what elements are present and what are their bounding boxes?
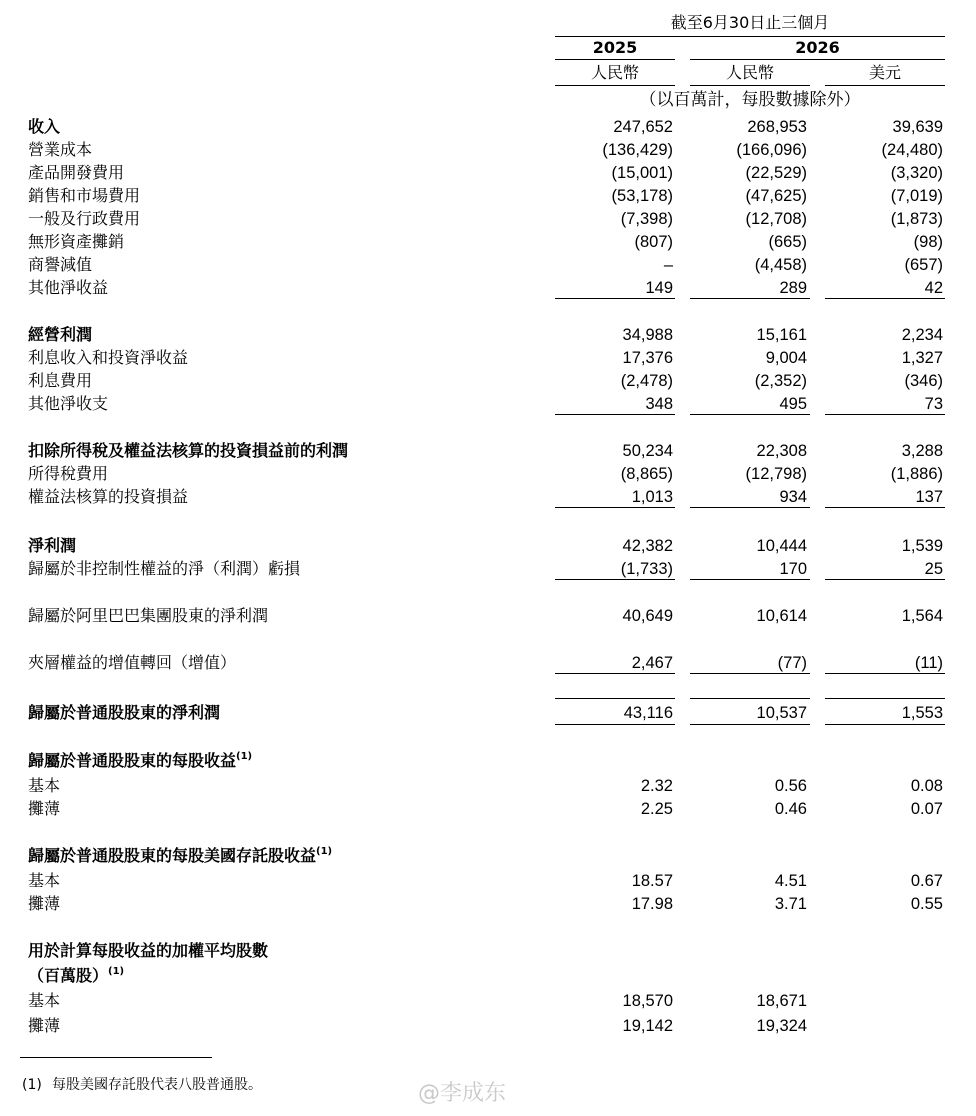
total-rule xyxy=(690,698,810,699)
value-cell: (12,708) xyxy=(745,210,807,228)
row-label-text: 其他淨收支 xyxy=(28,394,109,413)
value-cell: (7,019) xyxy=(890,187,943,205)
total-rule xyxy=(825,298,945,299)
row-label-text: 權益法核算的投資損益 xyxy=(28,487,189,506)
value-cell: 19,324 xyxy=(756,1017,807,1035)
value-cell: (166,096) xyxy=(736,141,807,159)
value-cell: (346) xyxy=(904,372,943,390)
value-cell: – xyxy=(663,256,673,274)
value-cell: 34,988 xyxy=(622,326,673,344)
row-label xyxy=(28,845,332,867)
row-label xyxy=(28,798,60,820)
row-label-text: 歸屬於普通股股東的每股收益 xyxy=(28,751,237,770)
value-cell: 42 xyxy=(924,279,943,297)
value-cell: 170 xyxy=(779,560,807,578)
row-label-text: 其他淨收益 xyxy=(28,278,109,297)
footnote-ref: (1) xyxy=(236,751,253,762)
value-cell: 43,116 xyxy=(623,704,673,722)
value-cell: 50,234 xyxy=(622,442,673,460)
total-rule xyxy=(555,298,675,299)
value-cell: 1,553 xyxy=(901,704,943,722)
currency-usd-2026: 美元 xyxy=(868,63,901,82)
footnote-rule xyxy=(20,1057,212,1058)
value-cell: 0.55 xyxy=(910,895,943,913)
value-cell: 3.71 xyxy=(774,895,807,913)
total-rule xyxy=(555,414,675,415)
row-label-text: 經營利潤 xyxy=(28,325,93,344)
value-cell: 73 xyxy=(924,395,943,413)
row-label-text: 歸屬於普通股股東的淨利潤 xyxy=(28,703,221,722)
value-cell: 0.56 xyxy=(774,777,807,795)
row-label xyxy=(28,463,108,485)
row-label xyxy=(28,370,92,392)
value-cell: 0.46 xyxy=(774,800,807,818)
row-label xyxy=(28,1015,60,1037)
row-label xyxy=(28,440,348,462)
value-cell: (1,733) xyxy=(620,560,673,578)
currency-rmb-2026: 人民幣 xyxy=(725,63,774,82)
value-cell: 15,161 xyxy=(756,326,807,344)
value-cell: 149 xyxy=(645,279,673,297)
footnote-text: 每股美國存託股代表八股普通股。 xyxy=(52,1077,262,1093)
value-cell: 40,649 xyxy=(622,607,673,625)
row-label xyxy=(28,231,124,253)
value-cell: 289 xyxy=(779,279,807,297)
row-label xyxy=(28,990,60,1012)
currency-rule-3 xyxy=(825,85,945,86)
value-cell: (657) xyxy=(904,256,943,274)
value-cell: 22,308 xyxy=(756,442,807,460)
value-cell: (1,873) xyxy=(890,210,943,228)
total-rule xyxy=(825,507,945,508)
year-2026-rule xyxy=(690,59,945,60)
value-cell: 17.98 xyxy=(631,895,673,913)
row-label xyxy=(28,116,60,138)
row-label-text: 攤薄 xyxy=(28,799,61,818)
row-label xyxy=(28,535,76,557)
row-label-text: 利息收入和投資淨收益 xyxy=(28,348,189,367)
row-label-text: 一般及行政費用 xyxy=(28,209,141,228)
row-label-text: 基本 xyxy=(28,776,61,795)
value-cell: (53,178) xyxy=(611,187,673,205)
value-cell: 2,234 xyxy=(901,326,943,344)
row-label xyxy=(28,162,124,184)
value-cell: (11) xyxy=(914,654,943,672)
value-cell: 4.51 xyxy=(774,872,807,890)
value-cell: 18,671 xyxy=(756,992,807,1010)
value-cell: 495 xyxy=(779,395,807,413)
value-cell: 18,570 xyxy=(622,992,673,1010)
value-cell: 18.57 xyxy=(631,872,673,890)
value-cell: 17,376 xyxy=(622,349,673,367)
row-label-text: 歸屬於非控制性權益的淨（利潤）虧損 xyxy=(28,559,301,578)
row-label-text: 基本 xyxy=(28,871,61,890)
watermark: @李成东 xyxy=(418,1081,507,1106)
value-cell: (2,478) xyxy=(620,372,673,390)
total-rule xyxy=(555,724,675,725)
row-label xyxy=(28,775,60,797)
row-label xyxy=(28,139,92,161)
row-label xyxy=(28,324,92,346)
value-cell: 1,564 xyxy=(901,607,943,625)
row-label-text: 基本 xyxy=(28,991,61,1010)
value-cell: 268,953 xyxy=(747,118,807,136)
row-label xyxy=(28,870,60,892)
value-cell: 0.07 xyxy=(910,800,943,818)
total-rule xyxy=(555,507,675,508)
row-label xyxy=(28,893,60,915)
value-cell: 0.67 xyxy=(910,872,943,890)
value-cell: (77) xyxy=(777,654,807,672)
value-cell: 10,444 xyxy=(756,537,807,555)
unit-note: （以百萬計，每股數據除外） xyxy=(639,90,861,110)
row-label-text: 銷售和市場費用 xyxy=(28,186,141,205)
total-rule xyxy=(690,579,810,580)
value-cell: (4,458) xyxy=(754,256,807,274)
row-label xyxy=(28,254,92,276)
row-label-text: 商譽減值 xyxy=(28,255,93,274)
value-cell: (24,480) xyxy=(881,141,943,159)
value-cell: 137 xyxy=(915,488,943,506)
row-label-text: 歸屬於普通股股東的每股美國存託股收益 xyxy=(28,846,317,865)
total-rule xyxy=(555,698,675,699)
row-label-text: 攤薄 xyxy=(28,894,61,913)
value-cell: (98) xyxy=(913,233,943,251)
currency-rule-1 xyxy=(555,85,675,86)
value-cell: (47,625) xyxy=(745,187,807,205)
value-cell: 19,142 xyxy=(622,1017,673,1035)
value-cell: (2,352) xyxy=(754,372,807,390)
total-rule xyxy=(690,724,810,725)
row-label-text: 夾層權益的增值轉回（增值） xyxy=(28,653,237,672)
value-cell: 1,539 xyxy=(901,537,943,555)
total-rule xyxy=(555,579,675,580)
row-label-text: 攤薄 xyxy=(28,1016,61,1035)
value-cell: 42,382 xyxy=(622,537,673,555)
row-label-text: 所得稅費用 xyxy=(28,464,109,483)
value-cell: (15,001) xyxy=(611,164,673,182)
row-label xyxy=(28,558,300,580)
value-cell: 247,652 xyxy=(613,118,673,136)
value-cell: 10,537 xyxy=(756,704,807,722)
value-cell: (1,886) xyxy=(890,465,943,483)
row-label-text: 淨利潤 xyxy=(28,536,77,555)
value-cell: (136,429) xyxy=(602,141,673,159)
total-rule xyxy=(690,414,810,415)
row-label xyxy=(28,965,124,987)
value-cell: (807) xyxy=(634,233,673,251)
year-2026: 2026 xyxy=(795,38,840,57)
row-label-text: 無形資產攤銷 xyxy=(28,232,125,251)
value-cell: 1,013 xyxy=(631,488,673,506)
value-cell: 0.08 xyxy=(910,777,943,795)
value-cell: (665) xyxy=(768,233,807,251)
row-label-text: 利息費用 xyxy=(28,371,93,390)
value-cell: 39,639 xyxy=(892,118,943,136)
value-cell: (3,320) xyxy=(890,164,943,182)
value-cell: (8,865) xyxy=(620,465,673,483)
value-cell: 2.25 xyxy=(640,800,673,818)
year-2025: 2025 xyxy=(592,38,638,57)
total-rule xyxy=(690,673,810,674)
row-label-text: （百萬股） xyxy=(28,966,109,985)
footnote-marker: (1) xyxy=(22,1077,42,1093)
currency-rule-2 xyxy=(690,85,810,86)
period-header: 截至6月30日止三個月 xyxy=(670,13,830,32)
value-cell: (12,798) xyxy=(745,465,807,483)
value-cell: 3,288 xyxy=(901,442,943,460)
year-2025-rule xyxy=(555,59,675,60)
row-label-text: 營業成本 xyxy=(28,140,93,159)
row-label-text: 扣除所得稅及權益法核算的投資損益前的利潤 xyxy=(28,441,349,460)
currency-rmb-2025: 人民幣 xyxy=(590,63,639,82)
row-label xyxy=(28,652,236,674)
value-cell: 1,327 xyxy=(901,349,943,367)
value-cell: (22,529) xyxy=(745,164,807,182)
row-label-text: 歸屬於阿里巴巴集團股東的淨利潤 xyxy=(28,606,269,625)
total-rule xyxy=(825,579,945,580)
value-cell: 9,004 xyxy=(765,349,807,367)
row-label xyxy=(28,605,268,627)
total-rule xyxy=(690,507,810,508)
footnote-ref: (1) xyxy=(108,966,125,977)
row-label xyxy=(28,940,268,962)
row-label-text: 產品開發費用 xyxy=(28,163,125,182)
total-rule xyxy=(555,673,675,674)
total-rule xyxy=(690,298,810,299)
total-rule xyxy=(825,724,945,725)
row-label xyxy=(28,185,140,207)
row-label xyxy=(28,393,108,415)
value-cell: 2.32 xyxy=(640,777,673,795)
footnote-ref: (1) xyxy=(316,846,333,857)
value-cell: (7,398) xyxy=(620,210,673,228)
total-rule xyxy=(825,414,945,415)
row-label xyxy=(28,277,108,299)
value-cell: 348 xyxy=(645,395,673,413)
row-label-text: 收入 xyxy=(28,117,61,136)
value-cell: 2,467 xyxy=(631,654,673,672)
row-label-text: 用於計算每股收益的加權平均股數 xyxy=(28,941,269,960)
row-label xyxy=(28,486,188,508)
value-cell: 934 xyxy=(779,488,807,506)
value-cell: 25 xyxy=(924,560,943,578)
row-label xyxy=(28,750,252,772)
total-rule xyxy=(825,673,945,674)
row-label xyxy=(28,208,140,230)
row-label xyxy=(28,347,188,369)
value-cell: 10,614 xyxy=(756,607,807,625)
row-label xyxy=(28,702,220,724)
total-rule xyxy=(825,698,945,699)
